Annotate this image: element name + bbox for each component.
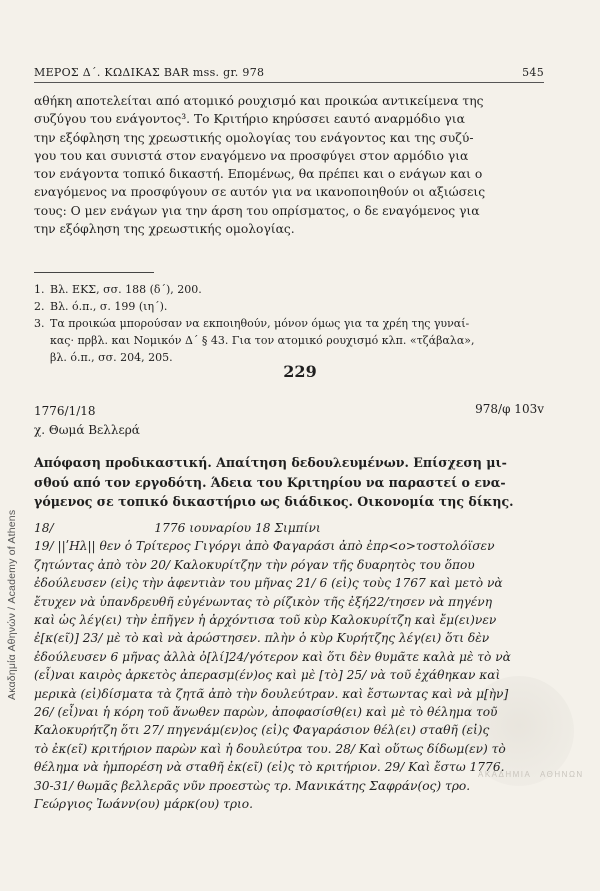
paragraph-line: την εξόφληση της χρεωστικής ομολογίας. xyxy=(34,222,295,237)
transcript-line: ἐδούλευσεν (εἰ)ς τὴν ἀφεντιὰν του μῆνας 21/ 6 (εἰ)ς τοὺς 1767 καὶ μετὸ νὰ xyxy=(34,576,503,591)
transcript-line: ζητώντας ἀπὸ τὸν 20/ Καλοκυρίτζην τὴν ρόγαν τῆς δυαρητὸς του ὅπου xyxy=(34,557,475,572)
transcript-line: καὶ ὡς λέγ(ει) τὴν ἐπῆγεν ἡ ἀρχόντισα τοῦ κὺρ Καλοκυρίτζη καὶ ἔμ(ει)νεν xyxy=(34,613,497,628)
document-number: 229 xyxy=(283,362,317,381)
footnote-rule xyxy=(34,272,154,273)
seal-caption-right: ΑΘΗΝΩΝ xyxy=(540,770,584,779)
paragraph-line: εναγόμενος να προσφύγουν σε αυτόν για να ικανοποιηθούν οι αξιώσεις xyxy=(34,185,486,200)
transcript-line: 18/ 1776 ιουναρίου 18 Σιμπίνι xyxy=(34,521,321,535)
transcript-line: 30-31/ θωμᾶς βελλερᾶς νῦν προεστὼς τρ. Μανικάτης Σαφράν(ος) τρο. xyxy=(34,778,471,793)
body-paragraph xyxy=(34,92,544,238)
footnote-number: 2. xyxy=(34,300,45,313)
document-date: 1776/1/18 xyxy=(34,404,96,418)
running-header-title: ΜΕΡΟΣ Δ΄. ΚΩΔΙΚΑΣ ΒΑR mss. gr. 978 xyxy=(34,66,265,79)
running-header xyxy=(34,66,544,79)
archive-watermark: Ακαδημία Αθηνών / Academy of Athens xyxy=(6,509,18,700)
transcript-line: ἐδούλευσεν 6 μῆνας ἀλλὰ ὀ[λί]24/γότερον καὶ ὅτι δὲν θυμᾶτε καλὰ μὲ τὸ νὰ xyxy=(34,649,511,664)
transcript-line: (εἶ)ναι καιρὸς ἀρκετὸς ἀπερασμ(έν)ος καὶ μὲ [τὸ] 25/ νὰ τοῦ ἐχάθηκαν καὶ xyxy=(34,668,501,683)
footnote-item xyxy=(34,298,544,315)
footnotes xyxy=(34,281,544,366)
transcript-line: ἔτυχεν νὰ ὑπανδρευθῆ εὐγένωντας τὸ ρίζικὸν τῆς ἐξή22/τησεν νὰ πηγένη xyxy=(34,594,492,609)
footnote-item xyxy=(34,315,544,332)
transcript-line: θέλημα νὰ ἠμπορέση νὰ σταθῆ ἐκ(εῖ) (εἰ)ς τὸ κριτήριον. 29/ Καὶ ἔστω 1776. xyxy=(34,760,505,775)
summary-line: Απόφαση προδικαστική. Απαίτηση δεδουλευμένων. Επίσχεση μι- xyxy=(34,455,507,470)
transcript-line: μερικὰ (εἰ)δίσματα τὰ ζητᾶ ἀπὸ τὴν δουλεύτραν. καὶ ἔστωντας καὶ νὰ μ[ὴν] xyxy=(34,686,509,701)
transcript-line: Καλοκυρήτζη ὅτι 27/ πηγενάμ(εν)ος (εἰ)ς Φαγαράσιον θέλ(ει) σταθῆ (εἰ)ς xyxy=(34,723,490,738)
document-meta xyxy=(34,402,140,440)
document-place: χ. Θωμά Βελλερά xyxy=(34,423,140,437)
footnote-continuation: κας· πρβλ. και Νομικόν Δ΄ § 43. Για τον ατομικό ρουχισμό κλπ. «τζάβαλα», xyxy=(50,334,475,347)
header-rule xyxy=(34,82,544,83)
paragraph-line: τον ενάγοντα τοπικό δικαστή. Επομένως, θα πρέπει και ο ενάγων και ο xyxy=(34,167,483,182)
document-summary xyxy=(34,453,544,512)
footnote-text: Τα προικώα μπορούσαν να εκποιηθούν, μόνον όμως για τα χρέη της γυναί- xyxy=(50,317,470,330)
document-reference: 978/φ 103v xyxy=(475,402,544,416)
summary-line: σθού από τον εργοδότη. Άδεια του Κριτηρίου να παραστεί ο ενα- xyxy=(34,474,506,490)
paragraph-line: τους: Ο μεν ενάγων για την άρση του οπρίσματος, ο δε εναγόμενος για xyxy=(34,203,480,218)
footnote-text: Βλ. ό.π., σ. 199 (ιη΄). xyxy=(50,300,168,313)
paragraph-line: αθήκη αποτελείται από ατομικό ρουχισμό και προικώα αντικείμενα της xyxy=(34,94,484,108)
transcript-line: 26/ (εἶ)ναι ἡ κόρη τοῦ ἄνωθεν παρὼν, ἀποφασίσθ(ει) καὶ μὲ τὸ θέλημα τοῦ xyxy=(34,705,498,720)
footnote-number: 3. xyxy=(34,317,45,330)
paragraph-line: συζύγου του ενάγοντος³. Το Κριτήριο κηρύσσει εαυτό αναρμόδιο για xyxy=(34,112,465,127)
seal-caption-left: ΑΚΑΔΗΜΙΑ xyxy=(478,770,532,779)
paragraph-line: την εξόφληση της χρεωστικής ομολογίας του ενάγοντος και της συζύ- xyxy=(34,130,474,145)
paragraph-line: γου του και συνιστά στον εναγόμενο να προσφύγει στον αρμόδιο για xyxy=(34,148,469,163)
footnote-text: Βλ. ΕΚΣ, σσ. 188 (δ΄), 200. xyxy=(50,283,202,296)
transcript-line: ἐ[κ(εῖ)] 23/ μὲ τὸ καὶ νὰ ἀρώστησεν. πλὴν ὁ κὺρ Κυρήτζης λέγ(ει) ὅτι δὲν xyxy=(34,631,490,646)
footnote-continuation: βλ. ό.π., σσ. 204, 205. xyxy=(50,351,173,364)
transcript-line: Γεώργιος Ἰωάνν(ου) μάρκ(ου) τριο. xyxy=(34,797,254,812)
footnote-item xyxy=(34,281,544,298)
document-transcript xyxy=(34,519,544,814)
footnote-number: 1. xyxy=(34,283,45,296)
page-number: 545 xyxy=(522,66,544,79)
transcript-line: τὸ ἐκ(εῖ) κριτήριον παρὼν καὶ ἡ δουλεύτρα του. 28/ Καὶ οὕτως δίδωμ(εν) τὸ xyxy=(34,741,506,756)
summary-line: γόμενος σε τοπικό δικαστήριο ως διάδικος. Οικονομία της δίκης. xyxy=(34,494,514,509)
transcript-line: 19/ ||ʹΗλ|| θεν ὁ Τρίτερος Γιγόργι ἀπὸ Φαγαράσι ἀπὸ ἐπρ<ο>τοστολόϊσεν xyxy=(34,539,495,554)
